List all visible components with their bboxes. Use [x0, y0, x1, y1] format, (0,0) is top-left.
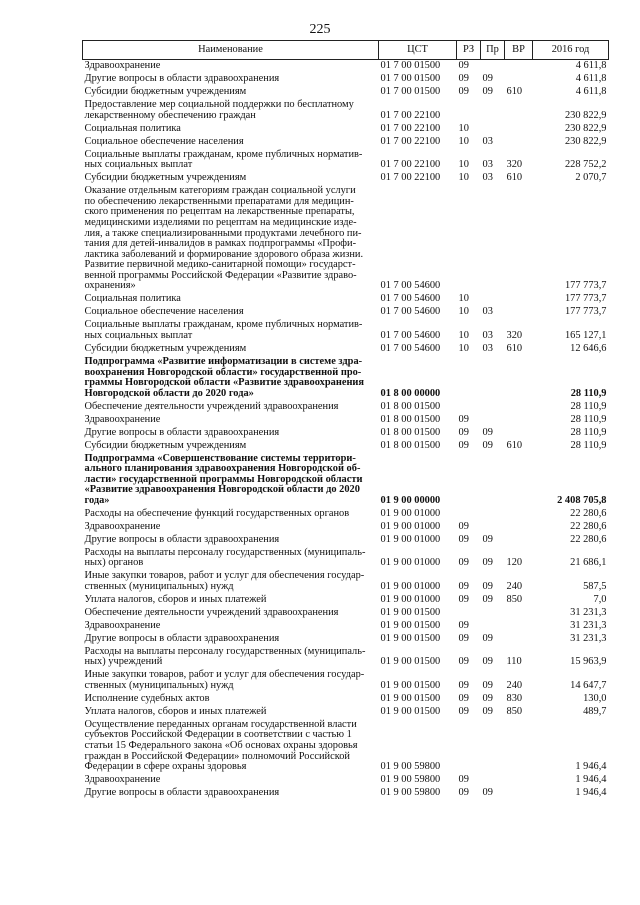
- row-cst-code: 01 9 00 01000: [380, 520, 441, 532]
- row-subsection: 09: [482, 679, 493, 691]
- row-name: Здравоохранение: [84, 520, 161, 532]
- row-subsection: [481, 185, 505, 293]
- row-section: 09: [458, 580, 469, 592]
- row-name: Подпрограмма «Совершенствование системы территори- ального планирования здравоохранения Новгородской об- ласти» государственной программы Новгородской области «Развитие здравоохранения Новгородской области до 2020 года»: [84, 452, 363, 506]
- row-cst-code: 01 7 00 22100: [380, 172, 441, 184]
- table-row: [83, 787, 609, 800]
- row-expense-type: [505, 521, 533, 534]
- row-expense-type: 240: [506, 679, 523, 691]
- row-expense-type: 610: [506, 439, 523, 451]
- row-subsection: 09: [482, 787, 493, 799]
- row-cst-code: 01 8 00 01500: [380, 439, 441, 451]
- row-name: Здравоохранение: [84, 413, 161, 425]
- row-amount: 4 611,8: [575, 86, 607, 98]
- row-expense-type: [505, 60, 533, 73]
- table-row: [83, 185, 609, 293]
- row-name: Иные закупки товаров, работ и услуг для обеспечения государ- ственных (муниципальных) нужд: [84, 669, 365, 691]
- row-section: 09: [458, 593, 469, 605]
- row-amount: 177 773,7: [564, 293, 607, 305]
- row-subsection: 03: [482, 329, 493, 341]
- row-amount: 230 822,9: [564, 122, 607, 134]
- row-amount: 28 110,9: [570, 400, 607, 412]
- row-name: Подпрограмма «Развитие информатизации в системе здра- воохранения Новгородской области» государственной про- граммы Новгородской области «Развитие здравоохранения Новгородской области до 2020 года»: [84, 355, 365, 399]
- budget-table: [82, 40, 609, 800]
- table-row: [83, 400, 609, 413]
- row-cst-code: 01 8 00 01500: [380, 426, 441, 438]
- table-row: [83, 73, 609, 86]
- row-section: 09: [458, 520, 469, 532]
- table-row: [83, 413, 609, 426]
- row-name: Расходы на выплаты персоналу государственных (муниципаль- ных) учреждений: [84, 645, 366, 668]
- row-name: Осуществление переданных органам государственной власти субъектов Российской Федерации в соответствии с частью 1 статьи 15 Федерального закона «Об основах охраны здоровья граждан в Российской Федерации» полномочий Российской Федерации в сфере охраны здоровья: [84, 718, 358, 773]
- table-row: [83, 620, 609, 633]
- row-name: Другие вопросы в области здравоохранения: [84, 73, 280, 85]
- row-subsection: [481, 719, 505, 774]
- table-row: [83, 99, 609, 123]
- row-section: [457, 99, 481, 123]
- row-section: 09: [458, 60, 469, 72]
- row-subsection: 09: [482, 426, 493, 438]
- row-section: [457, 400, 481, 413]
- row-amount: 1 946,4: [575, 787, 607, 799]
- row-cst-code: 01 7 00 01500: [380, 86, 441, 98]
- row-section: 09: [458, 86, 469, 98]
- row-amount: 177 773,7: [564, 280, 607, 292]
- row-section: 10: [458, 329, 469, 341]
- row-name: Обеспечение деятельности учреждений здравоохранения: [84, 400, 339, 412]
- table-row: [83, 306, 609, 319]
- row-expense-type: 610: [506, 86, 523, 98]
- table-row: [83, 570, 609, 594]
- row-name: Уплата налогов, сборов и иных платежей: [84, 593, 267, 605]
- row-name: Субсидии бюджетным учреждениям: [84, 86, 247, 98]
- row-name: Обеспечение деятельности учреждений здравоохранения: [84, 606, 339, 618]
- row-cst-code: 01 9 00 01500: [380, 606, 441, 618]
- row-section: [457, 185, 481, 293]
- row-name: Другие вопросы в области здравоохранения: [84, 426, 280, 438]
- row-subsection: [481, 60, 505, 73]
- row-expense-type: [505, 534, 533, 547]
- table-row: [83, 122, 609, 135]
- row-cst-code: 01 9 00 01000: [380, 557, 441, 569]
- row-expense-type: 610: [506, 172, 523, 184]
- table-row: [83, 439, 609, 452]
- row-name: Субсидии бюджетным учреждениям: [84, 439, 247, 451]
- row-section: 09: [458, 787, 469, 799]
- header-sum: 2016 год: [533, 41, 609, 60]
- row-expense-type: [505, 293, 533, 306]
- row-cst-code: 01 9 00 01500: [380, 679, 441, 691]
- row-name: Предоставление мер социальной поддержки по бесплатному лекарственному обеспечению граждан: [84, 99, 354, 121]
- table-row: [83, 172, 609, 185]
- row-amount: 228 752,2: [564, 159, 607, 171]
- row-section: 09: [458, 679, 469, 691]
- row-section: 09: [458, 426, 469, 438]
- row-section: 09: [458, 774, 469, 786]
- table-row: [83, 135, 609, 148]
- row-amount: 22 280,6: [570, 520, 607, 532]
- row-amount: 4 611,8: [575, 73, 607, 85]
- row-cst-code: 01 9 00 01500: [380, 632, 441, 644]
- row-subsection: 09: [482, 580, 493, 592]
- header-name: Наименование: [83, 41, 379, 60]
- table-row: [83, 706, 609, 719]
- row-name: Оказание отдельным категориям граждан социальной услуги по обеспечению лекарственными препаратами для медицин- ского применения по рецептам на лекарственные препараты, медицинскими изделиями по рецептам на медицинские изде- лия, а также специализированными продуктами лечебного пи- тания для детей-инвалидов в рамках подпрограммы «Профи- лактика заболеваний и формирование здорового образа жизни. Развитие первичной медико-санитарной помощи» государст- венной программы Российской Федерации «Развитие здраво- охранения»: [84, 185, 364, 292]
- row-amount: 31 231,3: [570, 606, 607, 618]
- table-row: [83, 452, 609, 507]
- row-name: Субсидии бюджетным учреждениям: [84, 342, 247, 354]
- row-subsection: 09: [482, 86, 493, 98]
- row-amount: 31 231,3: [570, 619, 607, 631]
- row-section: 09: [458, 439, 469, 451]
- row-section: [457, 508, 481, 521]
- table-header: [83, 41, 609, 60]
- row-section: 09: [458, 619, 469, 631]
- row-section: 10: [458, 159, 469, 171]
- header-rz: РЗ: [457, 41, 481, 60]
- row-amount: 1 946,4: [575, 761, 607, 773]
- row-cst-code: 01 9 00 00000: [380, 494, 441, 506]
- row-cst-code: 01 7 00 22100: [380, 159, 441, 171]
- row-cst-code: 01 9 00 01000: [380, 593, 441, 605]
- row-name: Иные закупки товаров, работ и услуг для обеспечения государ- ственных (муниципальных) нужд: [84, 570, 365, 592]
- row-expense-type: [505, 356, 533, 401]
- row-amount: 22 280,6: [570, 507, 607, 519]
- row-cst-code: 01 9 00 01500: [380, 656, 441, 668]
- row-expense-type: [505, 633, 533, 646]
- row-expense-type: 120: [506, 557, 523, 569]
- row-cst-code: 01 7 00 54600: [380, 329, 441, 341]
- row-section: 09: [458, 692, 469, 704]
- table-row: [83, 319, 609, 343]
- table-row: [83, 607, 609, 620]
- row-amount: 230 822,9: [564, 135, 607, 147]
- row-cst-code: 01 9 00 01500: [380, 692, 441, 704]
- row-amount: 12 646,6: [570, 342, 607, 354]
- row-cst-code: 01 9 00 01000: [380, 580, 441, 592]
- row-section: 09: [458, 632, 469, 644]
- row-amount: 28 110,9: [570, 387, 607, 399]
- row-subsection: 03: [482, 306, 493, 318]
- row-amount: 28 110,9: [570, 439, 607, 451]
- row-amount: 7,0: [593, 593, 607, 605]
- row-expense-type: [505, 774, 533, 787]
- page-number: 225: [309, 22, 331, 37]
- row-subsection: 03: [482, 342, 493, 354]
- header-row: [83, 41, 609, 60]
- row-name: Социальные выплаты гражданам, кроме публичных норматив- ных социальных выплат: [84, 148, 363, 171]
- row-name: Социальное обеспечение населения: [84, 135, 244, 147]
- table-row: [83, 148, 609, 172]
- row-name: Субсидии бюджетным учреждениям: [84, 172, 247, 184]
- row-cst-code: 01 7 00 54600: [380, 342, 441, 354]
- row-amount: 21 686,1: [570, 557, 607, 569]
- row-amount: 489,7: [583, 705, 607, 717]
- row-subsection: [481, 620, 505, 633]
- row-section: 10: [458, 135, 469, 147]
- row-section: [457, 356, 481, 401]
- row-amount: 587,5: [583, 580, 607, 592]
- row-amount: 31 231,3: [570, 632, 607, 644]
- table-row: [83, 60, 609, 73]
- table-row: [83, 356, 609, 401]
- table-row: [83, 521, 609, 534]
- header-vr: ВР: [505, 41, 533, 60]
- row-cst-code: 01 9 00 59800: [380, 761, 441, 773]
- row-name: Социальные выплаты гражданам, кроме публичных норматив- ных социальных выплат: [84, 319, 363, 341]
- row-section: 09: [458, 557, 469, 569]
- row-name: Уплата налогов, сборов и иных платежей: [84, 705, 267, 717]
- row-expense-type: 610: [506, 342, 523, 354]
- row-subsection: 03: [482, 159, 493, 171]
- row-expense-type: [505, 135, 533, 148]
- row-expense-type: [505, 413, 533, 426]
- table-row: [83, 508, 609, 521]
- row-name: Расходы на выплаты персоналу государственных (муниципаль- ных) органов: [84, 546, 366, 569]
- row-name: Здравоохранение: [84, 619, 161, 631]
- row-section: 09: [458, 73, 469, 85]
- row-cst-code: 01 7 00 01500: [380, 73, 441, 85]
- row-expense-type: 850: [506, 705, 523, 717]
- row-subsection: 09: [482, 656, 493, 668]
- row-subsection: 09: [482, 439, 493, 451]
- row-subsection: 09: [482, 73, 493, 85]
- row-cst-code: 01 8 00 00000: [380, 387, 441, 399]
- row-subsection: 09: [482, 593, 493, 605]
- row-subsection: [481, 356, 505, 401]
- table-row: [83, 534, 609, 547]
- row-cst-code: 01 8 00 01500: [380, 413, 441, 425]
- row-expense-type: [505, 426, 533, 439]
- row-section: 09: [458, 413, 469, 425]
- row-name: Социальное обеспечение населения: [84, 306, 244, 318]
- table-row: [83, 633, 609, 646]
- row-subsection: [481, 99, 505, 123]
- table-row: [83, 547, 609, 571]
- row-name: Здравоохранение: [84, 774, 161, 786]
- row-expense-type: [505, 719, 533, 774]
- row-section: [457, 607, 481, 620]
- row-section: 09: [458, 656, 469, 668]
- row-subsection: 09: [482, 692, 493, 704]
- row-subsection: [481, 293, 505, 306]
- row-amount: 14 647,7: [570, 679, 607, 691]
- row-name: Здравоохранение: [84, 60, 161, 72]
- row-subsection: [481, 508, 505, 521]
- row-subsection: [481, 774, 505, 787]
- row-cst-code: 01 9 00 01500: [380, 705, 441, 717]
- row-cst-code: 01 9 00 01500: [380, 619, 441, 631]
- table-row: [83, 426, 609, 439]
- row-section: [457, 719, 481, 774]
- row-section: 10: [458, 172, 469, 184]
- row-cst-code: 01 7 00 22100: [380, 122, 441, 134]
- row-cst-code: 01 9 00 01000: [380, 507, 441, 519]
- row-subsection: [481, 413, 505, 426]
- table-row: [83, 693, 609, 706]
- row-subsection: 09: [482, 705, 493, 717]
- row-section: 09: [458, 533, 469, 545]
- row-name: Социальная политика: [84, 122, 181, 134]
- row-name: Исполнение судебных актов: [84, 692, 210, 704]
- table-row: [83, 646, 609, 670]
- table-row: [83, 293, 609, 306]
- row-subsection: [481, 122, 505, 135]
- row-expense-type: 110: [506, 656, 522, 668]
- row-expense-type: [505, 73, 533, 86]
- row-amount: 130,0: [583, 692, 607, 704]
- row-expense-type: 830: [506, 692, 523, 704]
- table-row: [83, 343, 609, 356]
- table-row: [83, 669, 609, 693]
- row-expense-type: [505, 607, 533, 620]
- row-expense-type: 320: [506, 159, 523, 171]
- row-cst-code: 01 7 00 54600: [380, 293, 441, 305]
- row-expense-type: [505, 787, 533, 800]
- table-body: [83, 60, 609, 800]
- row-cst-code: 01 9 00 01000: [380, 533, 441, 545]
- row-amount: 1 946,4: [575, 774, 607, 786]
- row-cst-code: 01 8 00 01500: [380, 400, 441, 412]
- row-expense-type: [505, 620, 533, 633]
- row-expense-type: [505, 122, 533, 135]
- row-name: Другие вопросы в области здравоохранения: [84, 533, 280, 545]
- row-section: 10: [458, 342, 469, 354]
- row-amount: 4 611,8: [575, 60, 607, 72]
- row-cst-code: 01 7 00 22100: [380, 135, 441, 147]
- row-expense-type: 240: [506, 580, 523, 592]
- table-row: [83, 86, 609, 99]
- row-amount: 2 070,7: [575, 172, 607, 184]
- row-expense-type: [505, 185, 533, 293]
- row-section: 10: [458, 293, 469, 305]
- row-section: 10: [458, 306, 469, 318]
- row-amount: 28 110,9: [570, 413, 607, 425]
- row-cst-code: 01 7 00 54600: [380, 306, 441, 318]
- row-name: Расходы на обеспечение функций государственных органов: [84, 507, 350, 519]
- row-cst-code: 01 7 00 22100: [380, 109, 441, 121]
- header-cst: ЦСТ: [379, 41, 457, 60]
- row-amount: 165 127,1: [564, 329, 607, 341]
- row-expense-type: [505, 306, 533, 319]
- row-subsection: 09: [482, 533, 493, 545]
- header-pr: Пр: [481, 41, 505, 60]
- row-name: Другие вопросы в области здравоохранения: [84, 632, 280, 644]
- row-expense-type: [505, 508, 533, 521]
- row-section: 10: [458, 122, 469, 134]
- row-subsection: 03: [482, 135, 493, 147]
- row-subsection: [481, 400, 505, 413]
- row-subsection: [481, 452, 505, 507]
- table-row: [83, 594, 609, 607]
- row-subsection: [481, 607, 505, 620]
- row-cst-code: 01 9 00 59800: [380, 787, 441, 799]
- row-expense-type: [505, 99, 533, 123]
- row-amount: 22 280,6: [570, 533, 607, 545]
- row-subsection: [481, 521, 505, 534]
- row-name: Социальная политика: [84, 293, 181, 305]
- row-expense-type: [505, 452, 533, 507]
- row-amount: 2 408 705,8: [557, 494, 607, 506]
- row-amount: 28 110,9: [570, 426, 607, 438]
- row-section: 09: [458, 705, 469, 717]
- row-subsection: 03: [482, 172, 493, 184]
- row-amount: 177 773,7: [564, 306, 607, 318]
- row-amount: 230 822,9: [564, 109, 607, 121]
- table-row: [83, 719, 609, 774]
- row-cst-code: 01 7 00 54600: [380, 280, 441, 292]
- row-subsection: 09: [482, 557, 493, 569]
- row-cst-code: 01 7 00 01500: [380, 60, 441, 72]
- row-amount: 15 963,9: [570, 656, 607, 668]
- row-expense-type: [505, 400, 533, 413]
- row-subsection: 09: [482, 632, 493, 644]
- row-name: Другие вопросы в области здравоохранения: [84, 787, 280, 799]
- row-expense-type: 850: [506, 593, 523, 605]
- row-section: [457, 452, 481, 507]
- row-expense-type: 320: [506, 329, 523, 341]
- row-cst-code: 01 9 00 59800: [380, 774, 441, 786]
- table-row: [83, 774, 609, 787]
